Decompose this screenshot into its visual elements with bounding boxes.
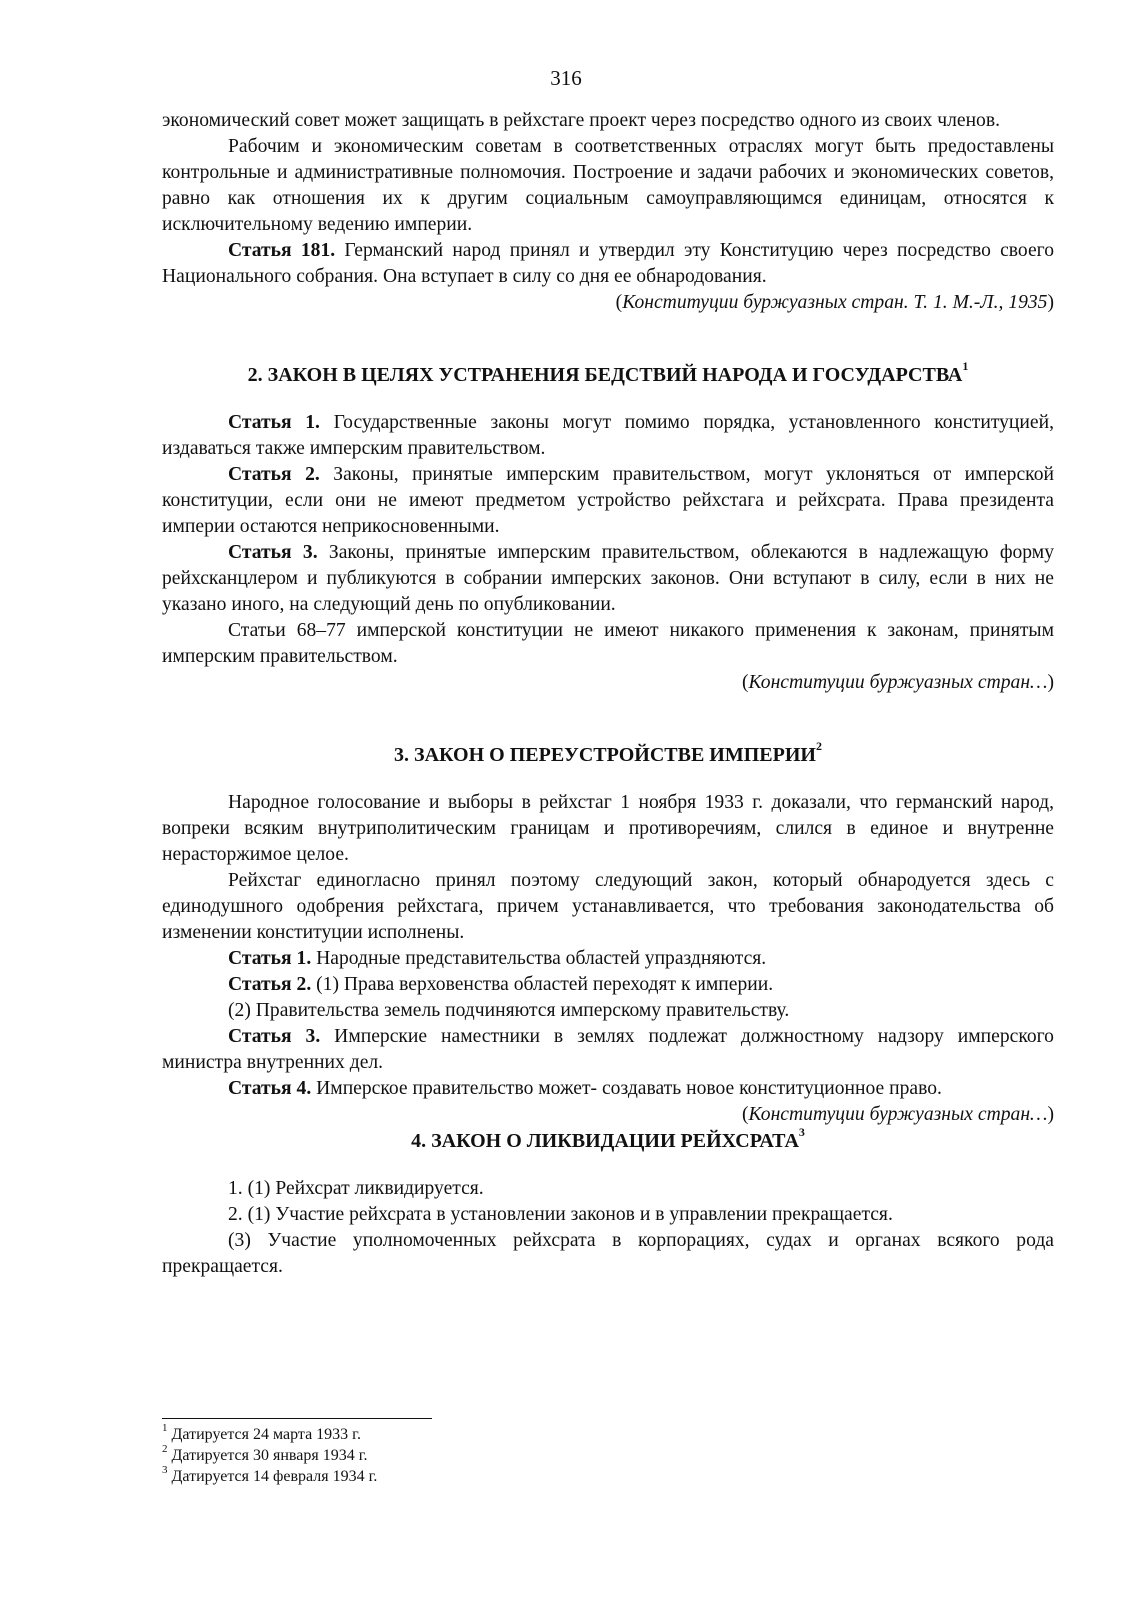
article-label: Статья 1. xyxy=(228,412,320,433)
footnote: $^2$ Датируется 30 января 1934 г. xyxy=(162,1442,368,1464)
article-181 xyxy=(162,238,1054,290)
paragraph: Народное голосование и выборы в рейхстаг 1 ноября 1933 г. доказали, что германский народ, вопреки всяким внутриполитическим границам и противоречиям, слился в единое и внутренне нерасторжимое целое. xyxy=(162,792,1054,865)
article-text: Законы, принятые имперским правительством, облекаются в надлежащую форму рейхсканцлером и публикуются в собрании имперских законов. Они вступают в силу, если в них не указано иного, на следующий день по опубликовании. xyxy=(162,542,1055,615)
source-text: Конституции буржуазных стран. Т. 1. М.-Л., 1935 xyxy=(622,292,1048,313)
article-text: Германский народ принял и утвердил эту Конституцию через посредство своего Национального собрания. Она вступает в силу со дня ее обнародования. xyxy=(162,240,1055,287)
paragraph: экономический совет может защищать в рейхстаге проект через посредство одного из своих членов. xyxy=(162,110,1001,131)
section-title: 2. ЗАКОН В ЦЕЛЯХ УСТРАНЕНИЯ БЕДСТВИЙ НАРОДА И ГОСУДАРСТВА$^1$ xyxy=(247,359,969,386)
article-3 xyxy=(162,540,1054,618)
source-citation: (Конституции буржуазных стран…) xyxy=(741,672,1054,693)
source-text: Конституции буржуазных стран… xyxy=(748,1104,1048,1125)
source-citation: (Конституции буржуазных стран. Т. 1. М.-Л., 1935) xyxy=(615,292,1054,313)
article-label: Статья 2. xyxy=(228,974,312,995)
paragraph: Статьи 68–77 имперской конституции не имеют никакого применения к законам, принятым имперским правительством. xyxy=(162,620,1054,667)
article-2 xyxy=(162,462,1054,540)
section-title: 3. ЗАКОН О ПЕРЕУСТРОЙСТВЕ ИМПЕРИИ$^2$ xyxy=(394,739,822,766)
article-label: Статья 3. xyxy=(228,542,318,563)
footnote-ref: 3 xyxy=(798,1125,805,1140)
article-label: Статья 2. xyxy=(228,464,320,485)
footnotes xyxy=(162,1421,378,1487)
footnote-ref: 2 xyxy=(815,739,822,754)
footnote: $^3$ Датируется 14 февраля 1934 г. xyxy=(162,1463,378,1485)
article-1 xyxy=(162,410,1054,462)
paragraph: 1. (1) Рейхсрат ликвидируется. xyxy=(228,1178,484,1199)
source-text: Конституции буржуазных стран… xyxy=(748,672,1048,693)
paragraph: Рейхстаг единогласно принял поэтому следующий закон, который обнародуется здесь с единодушного одобрения рейхстага, причем устанавливается, что требования законодательства об изменении конституции исполнены. xyxy=(162,870,1054,943)
page-body xyxy=(162,108,1054,1280)
article-text: Имперское правительство может- создавать новое конституционное право. xyxy=(316,1078,942,1099)
paragraph: (2) Правительства земель подчиняются имперскому правительству. xyxy=(228,1000,790,1021)
paragraph: 2. (1) Участие рейхсрата в установлении законов и в управлении прекращается. xyxy=(228,1204,893,1225)
footnote: $^1$ Датируется 24 марта 1933 г. xyxy=(162,1421,361,1443)
article-text: Законы, принятые имперским правительством, могут уклоняться от имперской конституции, если они не имеют предметом устройство рейхстага и рейхсрата. Права президента империи остаются неприкосновенными. xyxy=(162,464,1054,537)
article-text: Государственные законы могут помимо порядка, установленного конституцией, издаваться также имперским правительством. xyxy=(162,412,1054,459)
source-citation: (Конституции буржуазных стран…) xyxy=(741,1104,1054,1125)
article-4 xyxy=(162,1076,1054,1102)
footnote-divider xyxy=(162,1418,432,1419)
article-text: (1) Права верховенства областей переходят к империи. xyxy=(316,974,774,995)
article-text: Народные представительства областей упраздняются. xyxy=(316,948,767,969)
article-2 xyxy=(162,972,1054,998)
article-text: Имперские наместники в землях подлежат должностному надзору имперского министра внутренних дел. xyxy=(162,1026,1054,1073)
paragraph: Рабочим и экономическим советам в соответственных отраслях могут быть предоставлены контрольные и административные полномочия. Построение и задачи рабочих и экономических советов, равно как отношения их к другим социальным самоуправляющимся единицам, относятся к исключительному ведению империи. xyxy=(162,136,1054,235)
article-label: Статья 3. xyxy=(228,1026,321,1047)
article-label: Статья 1. xyxy=(228,948,312,969)
footnote-ref: 1 xyxy=(962,359,969,374)
article-label: Статья 181. xyxy=(228,240,336,261)
page-number: 316 xyxy=(550,66,582,90)
paragraph: (3) Участие уполномоченных рейхсрата в корпорациях, судах и органах всякого рода прекращается. xyxy=(162,1230,1054,1277)
article-label: Статья 4. xyxy=(228,1078,312,1099)
article-1 xyxy=(162,946,1054,972)
article-3 xyxy=(162,1024,1054,1076)
section-title: 4. ЗАКОН О ЛИКВИДАЦИИ РЕЙХСРАТА$^3$ xyxy=(411,1125,805,1152)
